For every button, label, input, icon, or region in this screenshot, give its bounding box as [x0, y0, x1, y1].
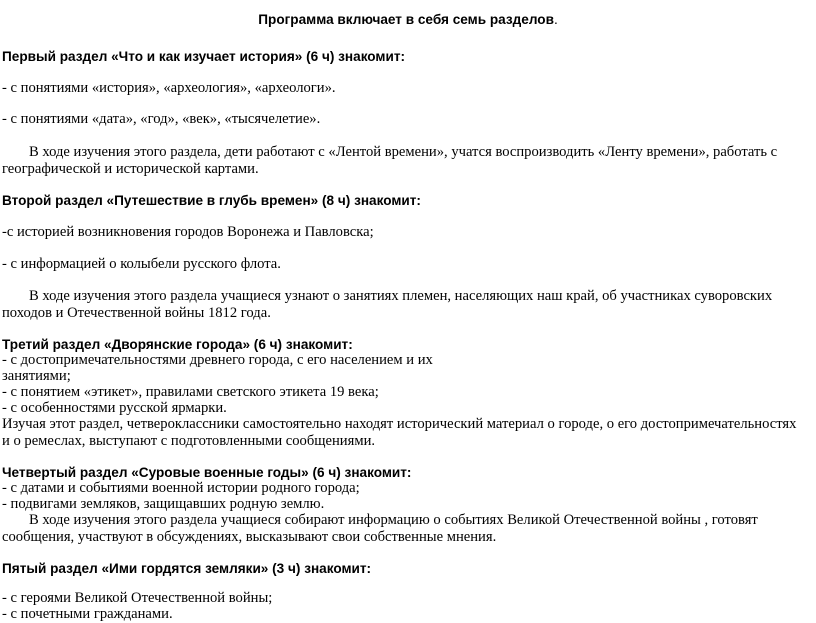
- section-1-item-1: - с понятиями «история», «археология», «археологи».: [2, 80, 336, 96]
- section-3-item-3: - с особенностями русской ярмарки.: [2, 400, 227, 416]
- section-4-paragraph: В ходе изучения этого раздела учащиеся собирают информацию о событиях Великой Отечественной войны , готовят сообщения, участвуют в обсуждениях, высказывают свои собственные мнения.: [2, 512, 758, 545]
- section-4-heading: Четвертый раздел «Суровые военные годы» (6 ч) знакомит:: [2, 465, 412, 480]
- section-3-item-1a: - с достопримечательностями древнего города, с его населением и их: [2, 352, 433, 368]
- section-3-item-1b: занятиями;: [2, 368, 71, 384]
- section-2-item-2: - с информацией о колыбели русского флота.: [2, 256, 281, 272]
- section-3-heading: Третий раздел «Дворянские города» (6 ч) знакомит:: [2, 337, 353, 352]
- section-3-paragraph: Изучая этот раздел, четвероклассники самостоятельно находят исторический материал о городе, о его достопримечательностях и о ремеслах, выступают с подготовленными сообщениями.: [2, 416, 797, 449]
- section-4-item-2: - подвигами земляков, защищавших родную землю.: [2, 496, 325, 512]
- section-2-paragraph: В ходе изучения этого раздела учащиеся узнают о занятиях племен, населяющих наш край, об участниках суворовских походов и Отечественной войны 1812 года.: [2, 288, 773, 321]
- section-1-item-2: - с понятиями «дата», «год», «век», «тысячелетие».: [2, 111, 321, 127]
- section-2-heading: Второй раздел «Путешествие в глубь времен» (8 ч) знакомит:: [2, 193, 421, 208]
- section-5-item-2: - с почетными гражданами.: [2, 606, 173, 622]
- title-period: .: [553, 12, 558, 27]
- section-1-heading: Первый раздел «Что и как изучает история» (6 ч) знакомит:: [2, 49, 406, 64]
- section-5-item-1: - с героями Великой Отечественной войны;: [2, 590, 273, 606]
- document-title: [0, 11, 816, 28]
- section-3-item-2: - с понятием «этикет», правилами светского этикета 19 века;: [2, 384, 379, 400]
- section-1-paragraph: В ходе изучения этого раздела, дети работают с «Лентой времени», учатся воспроизводить «Ленту времени», работать с географической и исторической картами.: [2, 144, 778, 177]
- section-2-item-1: -с историей возникновения городов Воронежа и Павловска;: [2, 224, 374, 240]
- section-5-heading: Пятый раздел «Ими гордятся земляки» (3 ч) знакомит:: [2, 561, 372, 576]
- title-text: Программа включает в себя семь разделов: [258, 12, 554, 27]
- section-4-item-1: - с датами и событиями военной истории родного города;: [2, 480, 360, 496]
